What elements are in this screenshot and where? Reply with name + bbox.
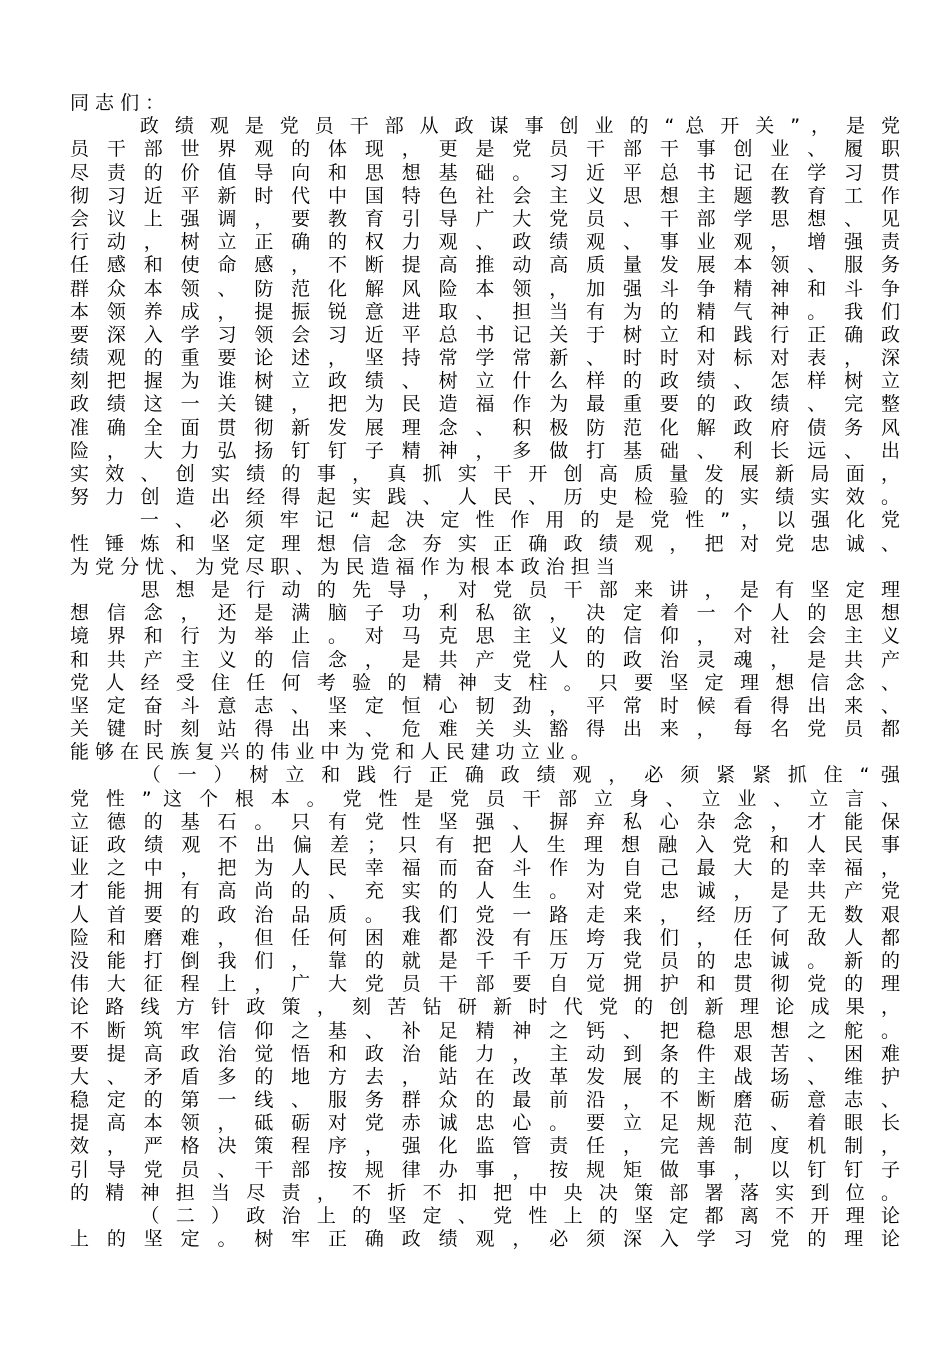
text-line: 业 之 中 ， 把 为 人 民 幸 福 而 奋 斗 作 为 自 己 最 大 的 幸 福 ， — [70, 857, 900, 880]
text-line: 准 确 全 面 贯 彻 新 发 展 理 念 、 积 极 防 范 化 解 政 府 债 务 风 — [70, 416, 900, 439]
text-line: 努 力 创 造 出 经 得 起 实 践 、 人 民 、 历 史 检 验 的 实 绩 实 效 。 — [70, 486, 900, 509]
text-line: 能 够 在 民 族 复 兴 的 伟 业 中 为 党 和 人 民 建 功 立 业 。 — [70, 741, 590, 764]
text-line: 稳 定 的 第 一 线 、 服 务 群 众 的 最 前 沿 ， 不 断 磨 砺 意 志 、 — [70, 1089, 900, 1112]
text-line: 坚 定 奋 斗 意 志 、 坚 定 恒 心 韧 劲 ， 平 常 时 候 看 得 出 来 、 — [70, 694, 900, 717]
text-line: 绩 观 的 重 要 论 述 ， 坚 持 常 学 常 新 、 时 时 对 标 对 表 ， 深 — [70, 347, 900, 370]
text-line: 人 首 要 的 政 治 品 质 。 我 们 党 一 路 走 来 ， 经 历 了 无 数 艰 — [70, 903, 900, 926]
text-line: 没 能 打 倒 我 们 ， 靠 的 就 是 千 千 万 万 党 员 的 忠 诚 。 新 的 — [70, 949, 900, 972]
text-line: 行 动 ， 树 立 正 确 的 权 力 观 、 政 绩 观 、 事 业 观 ， 增 强 责 — [70, 231, 900, 254]
text-line: 险 和 磨 难 ， 但 任 何 困 难 都 没 有 压 垮 我 们 ， 任 何 敌 人 都 — [70, 926, 900, 949]
text-line: 想 信 念 ， 还 是 满 脑 子 功 利 私 欲 ， 决 定 着 一 个 人 的 思 想 — [70, 602, 900, 625]
text-line: 效 ， 严 格 决 策 程 序 ， 强 化 监 管 责 任 ， 完 善 制 度 机 制 ， — [70, 1135, 900, 1158]
text-line: 刻 把 握 为 谁 树 立 政 绩 、 树 立 什 么 样 的 政 绩 、 怎 样 树 立 — [70, 370, 900, 393]
text-line: 关 键 时 刻 站 得 出 来 、 危 难 关 头 豁 得 出 来 ， 每 名 党 员 都 — [70, 718, 900, 741]
text-line: 实 效 、 创 实 绩 的 事 ， 真 抓 实 干 开 创 高 质 量 发 展 新 局 面 ， — [70, 463, 900, 485]
text-line: （ 二 ） 政 治 上 的 坚 定 、 党 性 上 的 坚 定 都 离 不 开 理 论 — [70, 1205, 900, 1227]
text-line: 境 界 和 行 为 举 止 。 对 马 克 思 主 义 的 信 仰 ， 对 社 会 主 义 — [70, 625, 900, 648]
text-line: 性 锤 炼 和 坚 定 理 想 信 念 夯 实 正 确 政 绩 观 ， 把 对 党 忠 诚 、 — [70, 532, 900, 555]
text-line: 要 提 高 政 治 觉 悟 和 政 治 能 力 ， 主 动 到 条 件 艰 苦 、 困 难 — [70, 1042, 900, 1065]
text-line: 险 ， 大 力 弘 扬 钉 钉 子 精 神 ， 多 做 打 基 础 、 利 长 远 、 出 — [70, 439, 900, 462]
text-line: 员 干 部 世 界 观 的 体 现 ， 更 是 党 员 干 部 干 事 创 业 、 履 职 — [70, 138, 900, 161]
text-line: 思 想 是 行 动 的 先 导 ， 对 党 员 干 部 来 讲 ， 是 有 坚 定 理 — [70, 578, 900, 601]
text-line: 政 绩 观 是 党 员 干 部 从 政 谋 事 创 业 的 “ 总 开 关 ” ， 是 党 — [70, 115, 900, 138]
text-line: 为 党 分 忧 、 为 党 尽 职 、 为 民 造 福 作 为 根 本 政 治 担 当 — [70, 555, 615, 578]
text-line: 伟 大 征 程 上 ， 广 大 党 员 干 部 要 自 觉 拥 护 和 贯 彻 党 的 理 — [70, 973, 900, 996]
text-line: 不 断 筑 牢 信 仰 之 基 、 补 足 精 神 之 钙 、 把 稳 思 想 之 舵 。 — [70, 1019, 900, 1042]
text-line: 大 、 矛 盾 多 的 地 方 去 ， 站 在 改 革 发 展 的 主 战 场 、 维 护 — [70, 1065, 900, 1088]
text-line: 政 绩 这 一 关 键 ， 把 为 民 造 福 作 为 最 重 要 的 政 绩 、 完 整 — [70, 393, 900, 416]
text-line: 和 共 产 主 义 的 信 念 ， 是 共 产 党 人 的 政 治 灵 魂 ， 是 共 产 — [70, 648, 900, 671]
text-line: 上 的 坚 定 。 树 牢 正 确 政 绩 观 ， 必 须 深 入 学 习 党 的 理 论 — [70, 1228, 900, 1251]
text-line: 任 感 和 使 命 感 ， 不 断 提 高 推 动 高 质 量 发 展 本 领 、 服 务 — [70, 254, 900, 277]
text-line: （ 一 ） 树 立 和 践 行 正 确 政 绩 观 ， 必 须 紧 紧 抓 住 “ 强 — [70, 764, 900, 787]
text-line: 证 政 绩 观 不 出 偏 差 ； 只 有 把 人 生 理 想 融 入 党 和 人 民 事 — [70, 834, 900, 856]
text-line: 立 德 的 基 石 。 只 有 党 性 坚 强 、 摒 弃 私 心 杂 念 ， 才 能 保 — [70, 810, 900, 833]
text-line: 同 志 们 ： — [70, 92, 165, 114]
text-line: 一 、 必 须 牢 记 “ 起 决 定 性 作 用 的 是 党 性 ” ， 以 强 化 党 — [70, 509, 900, 532]
text-line: 本 领 养 成 ， 提 振 锐 意 进 取 、 担 当 有 为 的 精 气 神 。 我 们 — [70, 300, 900, 323]
text-line: 的 精 神 担 当 尽 责 ， 不 折 不 扣 把 中 央 决 策 部 署 落 实 到 位 。 — [70, 1181, 900, 1204]
text-line: 要 深 入 学 习 领 会 习 近 平 总 书 记 关 于 树 立 和 践 行 正 确 政 — [70, 323, 900, 346]
document-body — [70, 92, 900, 1251]
text-line: 提 高 本 领 ， 砥 砺 对 党 赤 诚 忠 心 。 要 立 足 规 范 、 着 眼 长 — [70, 1112, 900, 1135]
text-line: 党 性 ” 这 个 根 本 。 党 性 是 党 员 干 部 立 身 、 立 业 、 立 言 、 — [70, 787, 900, 810]
text-line: 尽 责 的 价 值 导 向 和 思 想 基 础 。 习 近 平 总 书 记 在 学 习 贯 — [70, 161, 900, 184]
text-line: 会 议 上 强 调 ， 要 教 育 引 导 广 大 党 员 、 干 部 学 思 想 、 见 — [70, 207, 900, 230]
text-line: 彻 习 近 平 新 时 代 中 国 特 色 社 会 主 义 思 想 主 题 教 育 工 作 — [70, 184, 900, 207]
text-line: 才 能 拥 有 高 尚 的 、 充 实 的 人 生 。 对 党 忠 诚 ， 是 共 产 党 — [70, 880, 900, 903]
text-line: 论 路 线 方 针 政 策 ， 刻 苦 钻 研 新 时 代 党 的 创 新 理 论 成 果 ， — [70, 996, 900, 1019]
text-line: 引 导 党 员 、 干 部 按 规 律 办 事 ， 按 规 矩 做 事 ， 以 钉 钉 子 — [70, 1158, 900, 1181]
text-line: 党 人 经 受 住 任 何 考 验 的 精 神 支 柱 。 只 要 坚 定 理 想 信 念 、 — [70, 671, 900, 694]
text-line: 群 众 本 领 、 防 范 化 解 风 险 本 领 ， 加 强 斗 争 精 神 和 斗 争 — [70, 277, 900, 300]
